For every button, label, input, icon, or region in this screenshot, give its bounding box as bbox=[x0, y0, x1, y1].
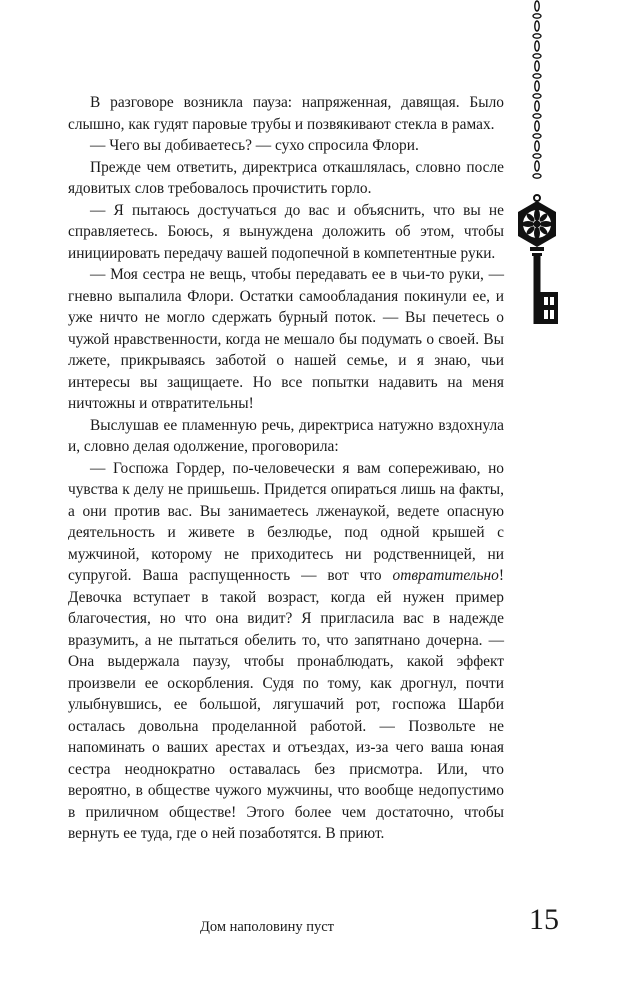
paragraph-final bbox=[68, 458, 504, 845]
paragraph-final-part1: — Госпожа Гордер, по-человечески я вам сопереживаю, но чувства к делу не пришьешь. Придется опираться лишь на факты, а они против вас. Вы занимаетесь лженаукой, ведете опасную деятельность и живете в безлюдье, под одной крышей с мужчиной, которому не приходитесь ни родственницей, ни супругой. Ваша распущенность — вот что bbox=[68, 459, 504, 584]
paragraph: — Чего вы добиваетесь? — сухо спросила Флори. bbox=[90, 137, 419, 154]
page-number: 15 bbox=[529, 903, 559, 936]
page-footer bbox=[0, 903, 619, 945]
emphasized-word: отвратительно bbox=[392, 567, 499, 584]
paragraph: Прежде чем ответить, директриса откашлялась, словно после ядовитых слов требовалось прочистить горло. bbox=[68, 158, 504, 197]
hanging-key-icon bbox=[512, 0, 562, 330]
paragraph-final-part2: ! Девочка вступает в такой возраст, когда ей нужен пример благочестия, но что она видит? Я пригласила вас в надежде вразумить, а не пытаться обелить то, что запятнано дочерна. — Она выдержала паузу, чтобы пронаблюдать, какой эффект произвели ее оскорбления. Судя по тому, как дрогнул, почти улыбнувшись, ее большой, лягушачий рот, госпожа Шарби осталась довольна проделанной работой. — Позвольте не напоминать о ваших арестах и отъездах, из-за чего ваша юная сестра неоднократно оставалась без присмотра. Или, что вероятно, в обществе чужого мужчины, что вообще недопустимо в приличном обществе! Этого более чем достаточно, чтобы вернуть ее туда, где о ней позаботятся. В приют. bbox=[68, 567, 504, 842]
paragraph: — Моя сестра не вещь, чтобы передавать ее в чьи-то руки, — гневно выпалила Флори. Остатки самообладания покинули ее, и уже ничто не могло сдержать бурный поток. — Вы печетесь о чужой нравственности, когда не мешало бы подумать о своей. Вы лжете, прикрываясь заботой о нашей семье, и я знаю, чьи интересы вы защищаете. Но все попытки надавить на меня ничтожны и отвратительны! bbox=[68, 266, 504, 412]
body-text bbox=[68, 92, 504, 845]
paragraph: Выслушав ее пламенную речь, директриса натужно вздохнула и, словно делая одолжение, проговорила: bbox=[68, 416, 504, 455]
running-title: Дом наполовину пуст bbox=[200, 919, 334, 935]
paragraph: — Я пытаюсь достучаться до вас и объяснить, что вы не справляетесь. Боюсь, я вынуждена доложить об этом, чтобы инициировать передачу вашей подопечной в компетентные руки. bbox=[68, 201, 504, 262]
paragraph: В разговоре возникла пауза: напряженная, давящая. Было слышно, как гудят паровые трубы и позвякивают стекла в рамах. bbox=[68, 94, 504, 133]
